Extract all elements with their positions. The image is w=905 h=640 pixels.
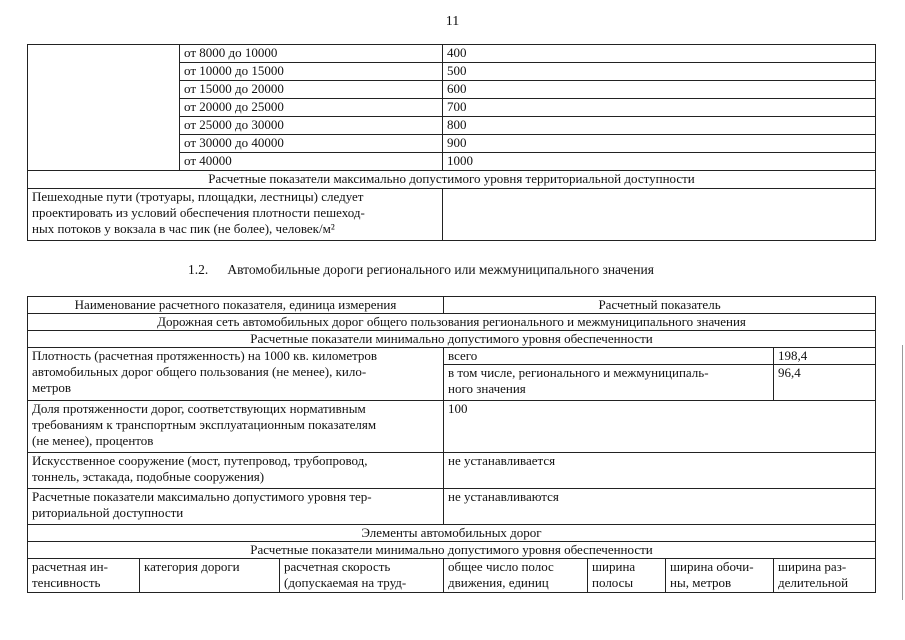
- density-regional-label: [444, 365, 774, 401]
- structure-value: не устанавливается: [444, 453, 876, 489]
- column-label-line: тенсивность: [32, 575, 101, 590]
- column-label-cell: [28, 559, 140, 593]
- road-elements-header: Элементы автомобильных дорог: [28, 525, 876, 542]
- column-label-line: ширина обочи-: [670, 559, 754, 574]
- pedestrian-line: Пешеходные пути (тротуары, площадки, лестницы) следует: [32, 189, 364, 204]
- value-cell: 400: [443, 45, 876, 63]
- range-cell: от 20000 до 25000: [180, 99, 443, 117]
- column-label-line: категория дороги: [144, 559, 240, 574]
- column-label-line: ны, метров: [670, 575, 732, 590]
- share-label-cell: [28, 401, 444, 453]
- density-regional-line: ного значения: [448, 381, 526, 396]
- value-cell: 500: [443, 63, 876, 81]
- section-number: 1.2.: [188, 262, 209, 277]
- share-value: 100: [444, 401, 876, 453]
- pedestrian-line: ных потоков у вокзала в час пик (не более), человек/м²: [32, 221, 335, 236]
- column-label-line: расчетная скорость: [284, 559, 391, 574]
- share-line: Доля протяженности дорог, соответствующих нормативным: [32, 401, 366, 416]
- empty-merged-cell: [28, 45, 180, 171]
- range-cell: от 10000 до 15000: [180, 63, 443, 81]
- pedestrian-line: проектировать из условий обеспечения плотности пешеход-: [32, 205, 365, 220]
- density-regional-line: в том числе, регионального и межмуниципаль-: [448, 365, 709, 380]
- range-cell: от 25000 до 30000: [180, 117, 443, 135]
- value-cell: 1000: [443, 153, 876, 171]
- max-access-value: не устанавливаются: [444, 489, 876, 525]
- column-label-line: ширина раз-: [778, 559, 847, 574]
- column-label-line: делительной: [778, 575, 849, 590]
- value-cell: 800: [443, 117, 876, 135]
- density-regional-value: 96,4: [774, 365, 876, 401]
- max-access-line: риториальной доступности: [32, 505, 184, 520]
- territorial-access-header: Расчетные показатели максимально допустимого уровня территориальной доступности: [28, 171, 876, 189]
- column-label-cell: [444, 559, 588, 593]
- structure-line: тоннель, эстакада, подобные сооружения): [32, 469, 265, 484]
- share-line: требованиям к транспортным эксплуатационным показателям: [32, 417, 377, 432]
- max-access-line: Расчетные показатели максимально допустимого уровня тер-: [32, 489, 372, 504]
- range-cell: от 40000: [180, 153, 443, 171]
- column-header-name: Наименование расчетного показателя, единица измерения: [28, 297, 444, 314]
- roads-norms-table: [27, 296, 876, 593]
- range-cell: от 15000 до 20000: [180, 81, 443, 99]
- column-label-line: полосы: [592, 575, 634, 590]
- population-norms-table: [27, 44, 876, 241]
- min-provision-header-2: Расчетные показатели минимально допустимого уровня обеспеченности: [28, 542, 876, 559]
- share-line: (не менее), процентов: [32, 433, 154, 448]
- structure-label-cell: [28, 453, 444, 489]
- column-label-cell: [774, 559, 876, 593]
- section-heading: [188, 262, 654, 278]
- column-label-cell: [280, 559, 444, 593]
- density-label-cell: [28, 348, 444, 401]
- column-header-value: Расчетный показатель: [444, 297, 876, 314]
- column-label-line: ширина: [592, 559, 636, 574]
- column-label-cell: [666, 559, 774, 593]
- section-title: Автомобильные дороги регионального или межмуниципального значения: [227, 262, 654, 277]
- min-provision-header: Расчетные показатели минимально допустимого уровня обеспеченности: [28, 331, 876, 348]
- density-line: автомобильных дорог общего пользования (не менее), кило-: [32, 364, 367, 379]
- column-label-line: расчетная ин-: [32, 559, 108, 574]
- road-network-header: Дорожная сеть автомобильных дорог общего пользования регионального и межмуниципального значения: [28, 314, 876, 331]
- pedestrian-value-cell: [443, 189, 876, 241]
- column-label-line: движения, единиц: [448, 575, 549, 590]
- column-label-line: (допускаемая на труд-: [284, 575, 407, 590]
- range-cell: от 8000 до 10000: [180, 45, 443, 63]
- value-cell: 600: [443, 81, 876, 99]
- column-label-cell: [588, 559, 666, 593]
- density-line: Плотность (расчетная протяженность) на 1000 кв. километров: [32, 348, 378, 363]
- value-cell: 700: [443, 99, 876, 117]
- value-cell: 900: [443, 135, 876, 153]
- density-line: метров: [32, 380, 71, 395]
- column-label-cell: [140, 559, 280, 593]
- density-total-value: 198,4: [774, 348, 876, 365]
- page-number: 11: [445, 14, 460, 29]
- density-total-label: всего: [444, 348, 774, 365]
- structure-line: Искусственное сооружение (мост, путепровод, трубопровод,: [32, 453, 368, 468]
- pedestrian-paths-cell: [28, 189, 443, 241]
- max-access-label-cell: [28, 489, 444, 525]
- column-label-line: общее число полос: [448, 559, 554, 574]
- range-cell: от 30000 до 40000: [180, 135, 443, 153]
- scan-edge-line: [902, 345, 903, 600]
